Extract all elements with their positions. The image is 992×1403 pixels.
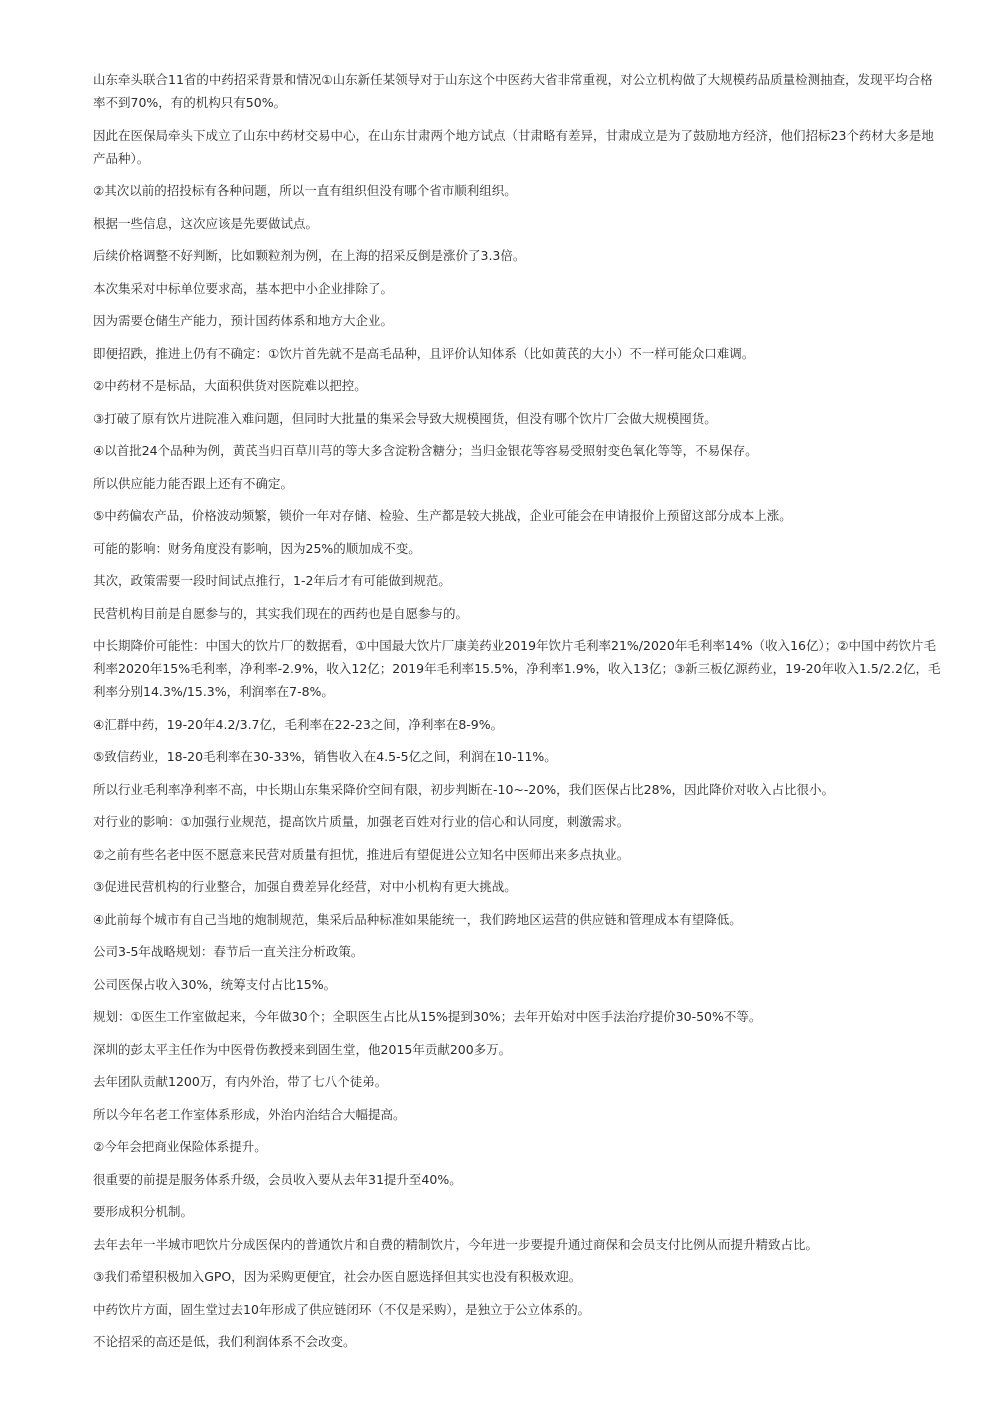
document-body	[93, 68, 945, 1363]
paragraph: ②之前有些名老中医不愿意来民营对质量有担忧，推进后有望促进公立知名中医师出来多点执业。	[93, 846, 630, 862]
paragraph: 深圳的彭太平主任作为中医骨伤教授来到固生堂，他2015年贡献200多万。	[93, 1041, 512, 1057]
paragraph: 规划：①医生工作室做起来，今年做30个；全职医生占比从15%提到30%；去年开始对中医手法治疗提价30-50%不等。	[93, 1009, 762, 1024]
paragraph: 中长期降价可能性：中国大的饮片厂的数据看，①中国最大饮片厂康美药业2019年饮片毛利率21%/2020年毛利率14%（收入16亿）；②中国中药饮片毛利率2020年15%毛利率，净利率-2.9%，收入12亿；2019年毛利率15.5%，净利率1.9%，收入13亿；③新三板亿源药业，19-20年收入1.5/2.2亿，毛利率分别14.3%/15.3%，利润率在7-8%。	[93, 638, 941, 699]
paragraph: 去年去年一半城市吧饮片分成医保内的普通饮片和自费的精制饮片，今年进一步要提升通过商保和会员支付比例从而提升精致占比。	[93, 1236, 819, 1252]
paragraph: ③打破了原有饮片进院准入难问题，但同时大批量的集采会导致大规模囤货，但没有哪个饮片厂会做大规模囤货。	[93, 410, 717, 426]
paragraph: 其次，政策需要一段时间试点推行，1-2年后才有可能做到规范。	[93, 573, 451, 588]
paragraph: 民营机构目前是自愿参与的，其实我们现在的西药也是自愿参与的。	[93, 605, 469, 621]
paragraph: 因为需要仓储生产能力，预计国药体系和地方大企业。	[93, 313, 394, 328]
paragraph: ②中药材不是标品，大面积供货对医院难以把控。	[93, 378, 367, 393]
paragraph: 不论招采的高还是低，我们利润体系不会改变。	[93, 1334, 356, 1349]
paragraph: 根据一些信息，这次应该是先要做试点。	[93, 215, 319, 231]
paragraph: 要形成积分机制。	[93, 1204, 194, 1219]
paragraph: 很重要的前提是服务体系升级，会员收入要从去年31提升至40%。	[93, 1171, 462, 1187]
paragraph: 所以行业毛利率净利率不高，中长期山东集采降价空间有限，初步判断在-10~-20%，我们医保占比28%，因此降价对收入占比很小。	[93, 781, 834, 797]
paragraph: ③我们希望积极加入GPO，因为采购更便宜，社会办医自愿选择但其实也没有积极欢迎。	[93, 1269, 582, 1284]
paragraph: 本次集采对中标单位要求高，基本把中小企业排除了。	[93, 280, 394, 296]
paragraph: 可能的影响：财务角度没有影响，因为25%的顺加成不变。	[93, 540, 421, 556]
paragraph: 即便招跌，推进上仍有不确定：①饮片首先就不是高毛品种，且评价认知体系（比如黄芪的大小）不一样可能众口难调。	[93, 345, 755, 361]
paragraph: 所以今年名老工作室体系形成，外治内治结合大幅提高。	[93, 1106, 406, 1122]
paragraph: 公司医保占收入30%，统筹支付占比15%。	[93, 976, 337, 992]
paragraph: 山东牵头联合11省的中药招采背景和情况①山东新任某领导对于山东这个中医药大省非常重视，对公立机构做了大规模药品质量检测抽查，发现平均合格率不到70%，有的机构只有50%。	[93, 72, 933, 110]
paragraph: 公司3-5年战略规划：春节后一直关注分析政策。	[93, 944, 364, 959]
paragraph: 去年团队贡献1200万，有内外治，带了七八个徒弟。	[93, 1074, 388, 1089]
paragraph: ②其次以前的招投标有各种问题，所以一直有组织但没有哪个省市顺利组织。	[93, 183, 517, 198]
paragraph: 所以供应能力能否跟上还有不确定。	[93, 475, 294, 491]
paragraph: ⑤中药偏农产品，价格波动频繁，锁价一年对存储、检验、生产都是较大挑战，企业可能会在申请报价上预留这部分成本上涨。	[93, 508, 792, 523]
paragraph: 因此在医保局牵头下成立了山东中药材交易中心，在山东甘肃两个地方试点（甘肃略有差异，甘肃成立是为了鼓励地方经济，他们招标23个药材大多是地产品种）。	[93, 127, 934, 166]
paragraph: 中药饮片方面，固生堂过去10年形成了供应链闭环（不仅是采购），是独立于公立体系的。	[93, 1301, 591, 1317]
paragraph: ④汇群中药，19-20年4.2/3.7亿，毛利率在22-23之间，净利率在8-9%。	[93, 716, 504, 732]
paragraph: ④此前每个城市有自己当地的炮制规范，集采后品种标准如果能统一，我们跨地区运营的供应链和管理成本有望降低。	[93, 911, 742, 927]
paragraph: ②今年会把商业保险体系提升。	[93, 1139, 267, 1154]
paragraph: 对行业的影响：①加强行业规范，提高饮片质量，加强老百姓对行业的信心和认同度，刺激需求。	[93, 814, 630, 829]
paragraph: ④以首批24个品种为例，黄芪当归百草川芎的等大多含淀粉含糖分；当归金银花等容易受照射变色氧化等等，不易保存。	[93, 443, 758, 458]
paragraph: ⑤致信药业，18-20毛利率在30-33%，销售收入在4.5-5亿之间，利润在10-11%。	[93, 749, 557, 764]
paragraph: 后续价格调整不好判断，比如颗粒剂为例，在上海的招采反倒是涨价了3.3倍。	[93, 248, 526, 263]
paragraph: ③促进民营机构的行业整合，加强自费差异化经营，对中小机构有更大挑战。	[93, 879, 517, 894]
